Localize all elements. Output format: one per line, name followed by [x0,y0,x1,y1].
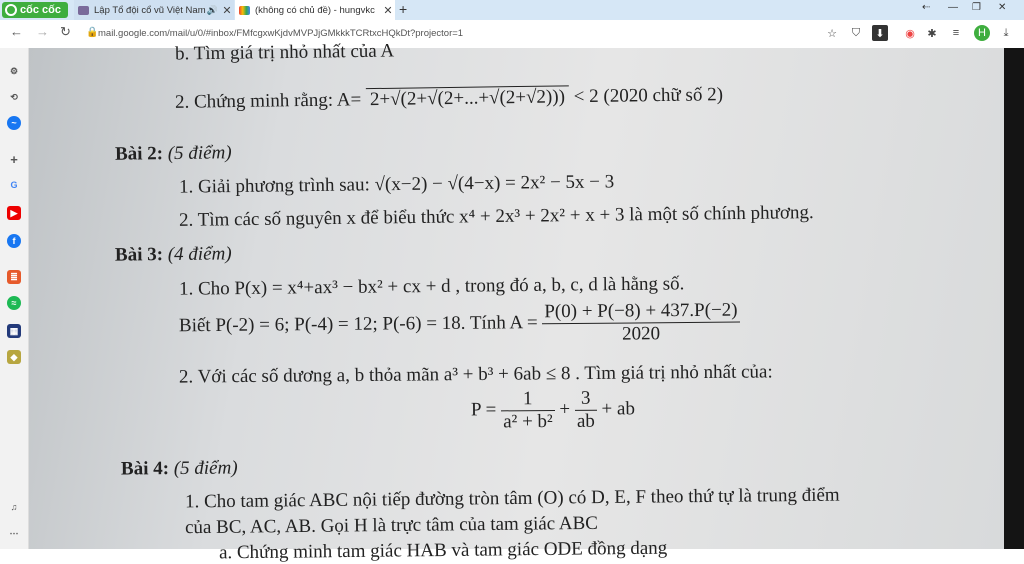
fraction-numerator: P(0) + P(−8) + 437.P(−2) [542,300,739,325]
bai3-heading [115,243,232,266]
more-icon[interactable]: ⋯ [9,527,19,538]
bai4-question-1-cont: của BC, AC, AB. Gọi H là trực tâm của tam giác ABC [184,512,599,539]
p-plus: + [559,398,571,420]
bai2-question-2: 2. Tìm các số nguyên x để biểu thức x⁴ + 2x³ + 2x² + x + 3 là một số chính phương. [178,202,814,231]
tab-title: Lập Tổ đội cổ vũ Việt Nam [94,4,206,16]
item1-2-suffix: < 2 (2020 chữ số 2) [573,84,724,108]
downloads-icon[interactable]: ⤓ [1003,26,1009,39]
bai4-question-1: 1. Cho tam giác ABC nội tiếp đường tròn tâm (O) có D, E, F theo thứ tự là trung điểm [184,484,840,513]
news-icon[interactable]: ≣ [7,270,21,284]
bai2-heading [115,142,232,165]
settings-icon[interactable]: ⚙ [9,65,19,76]
coccoc-menu-button[interactable] [2,2,68,18]
shield-icon[interactable]: ⛉ [851,26,861,39]
fraction-denominator: ab [576,410,595,432]
google-icon[interactable]: G [10,180,18,190]
bai3-expression-p [471,387,635,433]
p-suffix: + ab [601,398,636,420]
spotify-icon[interactable]: ≈ [7,296,21,310]
doc-line-item1-2 [175,84,723,114]
download-extension-icon[interactable]: ⬇ [872,25,888,41]
p-prefix: P = [470,399,497,421]
item1-2-prefix: 2. Chứng minh rằng: A= [174,89,362,113]
doc-line-partial-top: b. Tìm giá trị nhỏ nhất của A [174,40,395,65]
bai2-label: Bài 2: [114,143,164,165]
reload-icon[interactable]: ↻ [60,24,71,39]
brand-label: cốc cốc [20,4,61,16]
minimize-icon[interactable]: — [948,2,958,13]
tab-gmail[interactable] [235,0,395,20]
bai4-points: (5 điểm) [173,457,238,480]
back-icon[interactable]: ← [10,24,23,39]
new-tab-button[interactable]: + [399,1,408,17]
doc-line-partial-bottom: a. Chứng minh tam giác HAB và tam giác ODE đồng dạng [218,537,668,564]
p-fraction-2 [575,388,597,433]
back-to-tabs-icon[interactable]: ⇠ [922,2,931,13]
history-icon[interactable]: ⟲ [10,91,18,102]
toolbar [0,20,1024,49]
fraction-numerator: 1 [501,388,555,411]
facebook-icon[interactable]: f [7,234,21,248]
close-tab-icon[interactable]: ✕ [383,4,393,17]
sidebar [0,48,29,549]
bai3-points: (4 điểm) [167,243,232,266]
lock-icon[interactable]: 🔒 [86,27,99,38]
bai4-label: Bài 4: [120,458,170,480]
youtube-icon[interactable]: ▶ [7,206,21,220]
close-tab-icon[interactable]: ✕ [222,4,232,17]
attachment-image [29,40,1004,564]
game-icon[interactable]: ◆ [7,350,21,364]
messenger-icon[interactable]: ~ [7,116,21,130]
bai2-question-1: 1. Giải phương trình sau: √(x−2) − √(4−x) = 2x² − 5x − 3 [178,171,615,198]
star-icon[interactable]: ☆ [827,27,837,40]
bai3-fraction [542,300,740,347]
playlist-icon[interactable]: ≡ [952,27,960,39]
fraction-denominator: a² + b² [503,411,553,433]
bai3-given [179,300,740,350]
audio-icon[interactable]: 🔊 [206,4,218,15]
address-bar[interactable]: mail.google.com/mail/u/0/#inbox/FMfcgxwKjdvMVPJjGMkkkTCRtxcHQkDt?projector=1 [98,28,464,39]
bai3-label: Bài 3: [114,244,164,266]
tab-title: (không có chủ đề) - hungvkc [255,4,375,16]
image-viewer-edge [1004,48,1024,549]
add-sidebar-icon[interactable]: + [10,151,18,167]
nested-radical: 2+√(2+√(2+...+√(2+√2))) [366,85,569,110]
p-fraction-1 [501,388,555,433]
fraction-numerator: 3 [575,388,597,411]
tab-lap-to-doi[interactable] [74,0,234,20]
bai3-question-2: 2. Với các số dương a, b thỏa mãn a³ + b³ + 6ab ≤ 8 . Tìm giá trị nhỏ nhất của: [178,361,773,388]
maximize-icon[interactable]: ❐ [972,2,981,13]
tab-favicon-icon [78,6,89,15]
forward-icon[interactable]: → [36,24,49,39]
extension-icon[interactable]: ◉ [905,27,915,40]
profile-avatar[interactable]: H [974,25,990,41]
notification-bell-icon[interactable]: ♫ [10,502,18,512]
tab-bar [0,0,1024,20]
coccoc-logo-icon [5,4,17,16]
puzzle-icon[interactable]: ✱ [927,27,937,40]
bai4-heading [121,457,238,480]
bai3-given-text: Biết P(-2) = 6; P(-4) = 12; P(-6) = 18. Tính A = [178,312,538,337]
bai3-question-1: 1. Cho P(x) = x⁴+ax³ − bx² + cx + d , trong đó a, b, c, d là hằng số. [178,273,685,300]
close-window-icon[interactable]: ✕ [998,2,1007,13]
bai2-points: (5 điểm) [167,142,232,165]
fraction-denominator: 2020 [622,323,661,345]
gmail-icon [239,6,250,15]
app-icon[interactable]: ▦ [7,324,21,338]
